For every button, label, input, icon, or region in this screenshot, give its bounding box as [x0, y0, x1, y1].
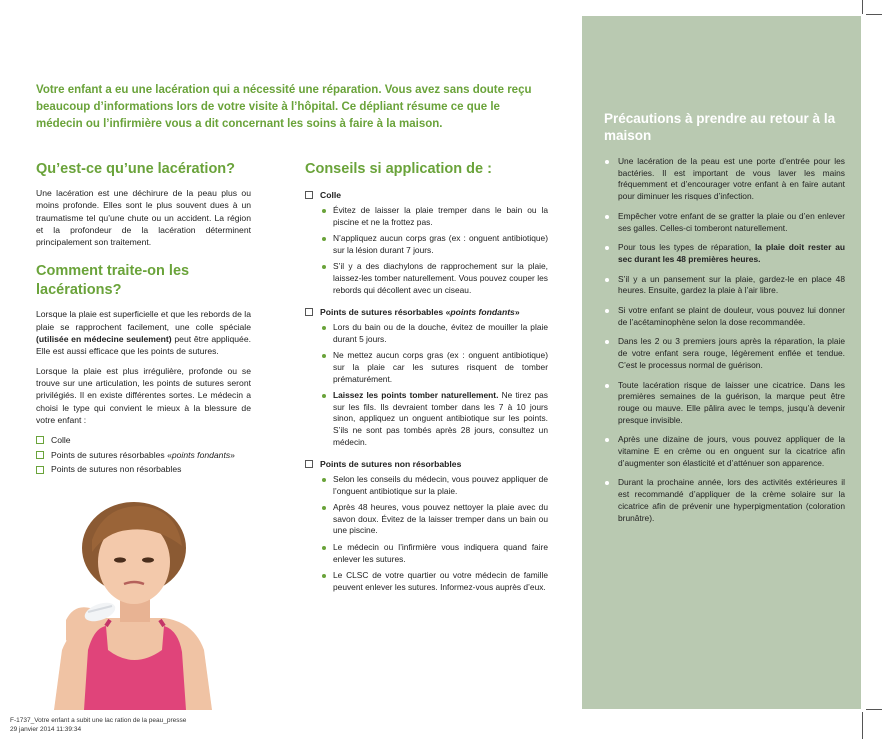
intro-paragraph: Votre enfant a eu une lacération qui a nécessité une réparation. Vous avez sans doute reçu beaucoup d’informations lors de votre visite à l’hôpital. Ce dépliant résume ce que le médecin ou l’infirmière vous a dit concernant les soins à faire à la maison. — [36, 84, 532, 130]
treatment-paragraph-sutures: Lorsque la plaie est plus irrégulière, profonde ou se trouve sur une articulation, les points de sutures seront privilégiés. Il en existe différentes sortes. Le médecin a choisi le type qui convient le mieux à la blessure de votre enfant : — [36, 365, 251, 425]
section-title-absorbable: Points de sutures résorbables « points fondants » — [305, 306, 548, 318]
panel-title: Précautions à prendre au retour à la maison — [604, 111, 836, 143]
list-item: Points de sutures résorbables « points fondants » — [36, 449, 251, 462]
footer-filename: F-1737_Votre enfant a subit une lac ration de la peau_presse — [10, 717, 187, 724]
list-item: Laissez les points tomber naturellement. Ne tirez pas sur les fils. Ils devraient tomber dans les 7 à 10 jours sinon, appliquez un onguent antibiotique sur les points. S’ils ne sont pas tombés après 28 jours, consultez un médecin. — [321, 390, 548, 448]
list-item: Après une dizaine de jours, vous pouvez appliquer de la vitamine E en crème ou en onguent sur la cicatrice afin d’augmenter son élasticité et d’atténuer son apparence. — [604, 434, 845, 469]
column-middle — [305, 160, 548, 598]
crop-mark — [866, 709, 882, 710]
list-item: Évitez de laisser la plaie tremper dans le bain ou la piscine et ne la frottez pas. — [321, 205, 548, 228]
footer-timestamp: 29 janvier 2014 11:39:34 — [10, 726, 82, 733]
list-item: Durant la prochaine année, lors des activités extérieures il est recommandé d’appliquer de la crème solaire sur la cicatrice afin de prévenir une hyperpigmentation (coloration brunâtre). — [604, 477, 845, 524]
checkbox-icon — [36, 436, 44, 444]
section-title-non-absorbable: Points de sutures non résorbables — [305, 458, 548, 470]
non-absorbable-advice-list — [305, 474, 548, 593]
list-item: S’il y a un pansement sur la plaie, gardez-le en place 48 heures. Ensuite, gardez la plaie à l’air libre. — [604, 274, 845, 297]
list-item: Colle — [36, 434, 251, 447]
child-photo — [44, 500, 224, 710]
print-footer — [10, 716, 186, 734]
list-item: Dans les 2 ou 3 premiers jours après la réparation, la plaie de votre enfant sera rouge, légèrement enflée et tendue. C’est le processus normal de guérison. — [604, 336, 845, 371]
list-item: Toute lacération risque de laisser une cicatrice. Dans les premières semaines de la guérison, la marque peut être rouge ou mauve. Elle pâlira avec le temps, jusqu’à devenir presque invisible. — [604, 380, 845, 427]
treatment-paragraph-glue: Lorsque la plaie est superficielle et que les rebords de la plaie se rapprochent facilement, une colle spéciale (utilisée en médecine seulement) peut être appliquée. Elle est aussi efficace que les points de sutures. — [36, 309, 252, 357]
heading-treatment: Comment traite-on les lacérations? — [36, 263, 190, 299]
list-item: Le médecin ou l’infirmière vous indiquera quand faire enlever les sutures. — [321, 542, 548, 565]
child-illustration — [44, 500, 224, 710]
precautions-list — [604, 156, 845, 524]
list-item: Si votre enfant se plaint de douleur, vous pouvez lui donner de l’acétaminophène selon la dose recommandée. — [604, 305, 845, 328]
checkbox-icon — [305, 308, 313, 316]
checkbox-icon — [305, 191, 313, 199]
list-item: Selon les conseils du médecin, vous pouvez appliquer de l’onguent antibiotique sur la plaie. — [321, 474, 548, 497]
absorbable-advice-list — [305, 322, 548, 448]
crop-mark — [862, 712, 863, 739]
list-item: Le CLSC de votre quartier ou votre médecin de famille peuvent enlever les sutures. Informez-vous auprès d’eux. — [321, 570, 548, 593]
crop-mark — [866, 14, 882, 15]
glue-advice-list — [305, 205, 548, 296]
heading-advice: Conseils si application de : — [305, 161, 492, 177]
list-item: N’appliquez aucun corps gras (ex : onguent antibiotique) sur la lésion durant 7 jours. — [321, 233, 548, 256]
checkbox-icon — [36, 451, 44, 459]
checkbox-icon — [305, 460, 313, 468]
checkbox-icon — [36, 466, 44, 474]
crop-mark — [862, 0, 863, 14]
list-item: Après 48 heures, vous pouvez nettoyer la plaie avec du savon doux. Évitez de la laisser tremper dans un bain ou une piscine. — [321, 502, 548, 537]
list-item: Ne mettez aucun corps gras (ex : onguent antibiotique) sur la plaie car les sutures risquent de tomber prématurément. — [321, 350, 548, 385]
list-item: Lors du bain ou de la douche, évitez de mouiller la plaie durant 5 jours. — [321, 322, 548, 345]
list-item: Une lacération de la peau est une porte d’entrée pour les bactéries. Il est important de vous laver les mains fréquemment et d’encourager votre enfant à en faire autant pour diminuer les risques d’infection. — [604, 156, 845, 203]
precautions-panel — [582, 16, 861, 709]
list-item: Points de sutures non résorbables — [36, 463, 251, 476]
heading-what-is-laceration: Qu’est-ce qu’une lacération? — [36, 161, 236, 177]
column-left — [36, 160, 251, 478]
section-title-glue: Colle — [305, 189, 548, 201]
list-item: Empêcher votre enfant de se gratter la plaie ou d’en enlever ses galles. Celles-ci tomberont naturellement. — [604, 211, 845, 234]
list-item: Pour tous les types de réparation, la plaie doit rester au sec durant les 48 premières heures. — [604, 242, 845, 265]
list-item: S’il y a des diachylons de rapprochement sur la plaie, laissez-les tomber naturellement. Vous pouvez couper les rebords qui décollent avec un ciseau. — [321, 261, 548, 296]
repair-options-list — [36, 434, 251, 476]
definition-paragraph: Une lacération est une déchirure de la peau plus ou moins profonde. Elles sont le plus souvent dues à un traumatisme tel qu’une chute ou un accident. La région et la profondeur de la lacération déterminent principalement son traitement. — [36, 188, 251, 248]
